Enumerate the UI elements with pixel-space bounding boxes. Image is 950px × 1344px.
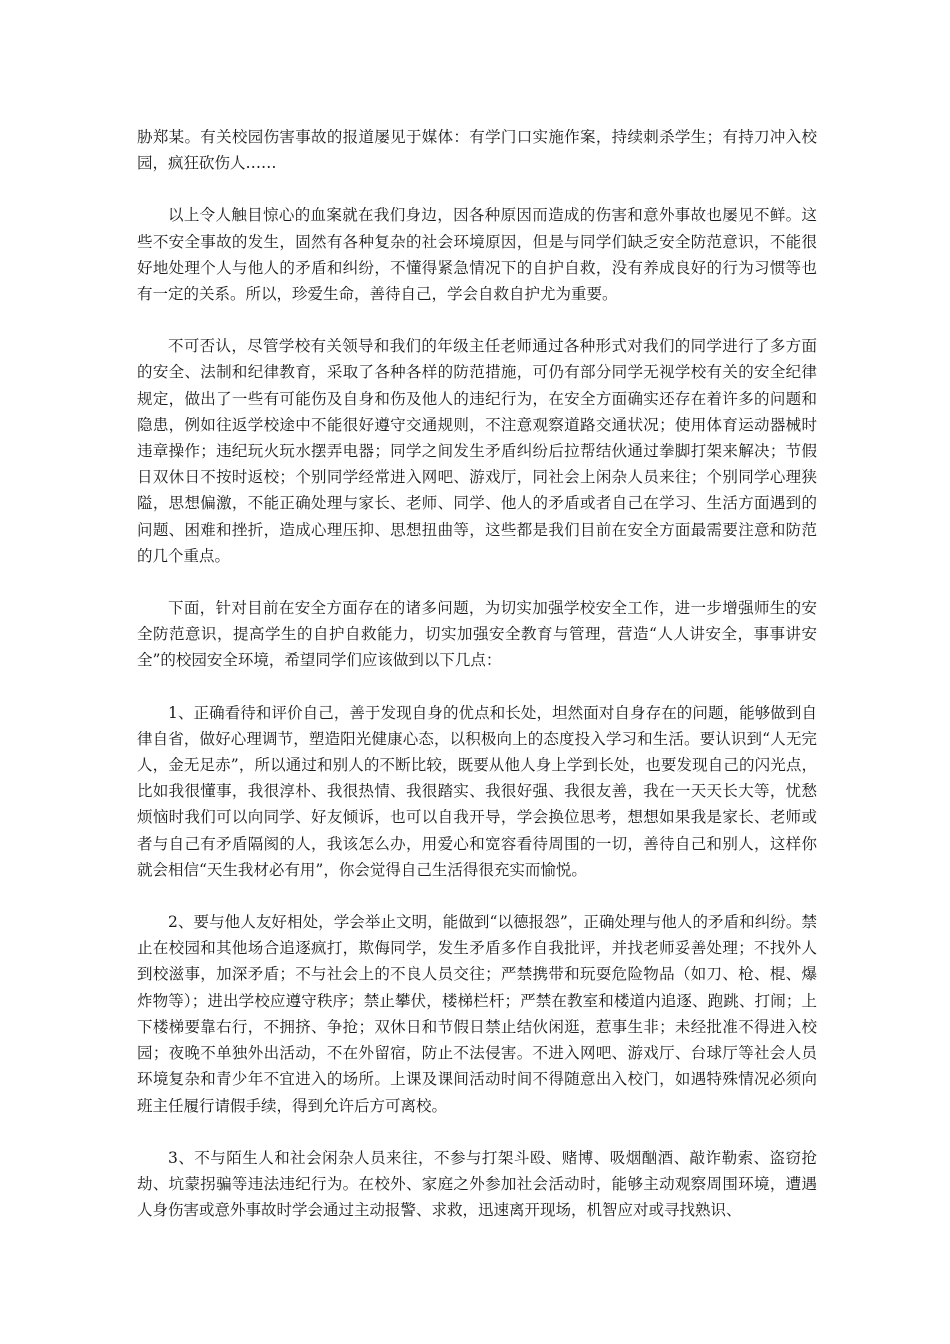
paragraph-safety-issues: 不可否认，尽管学校有关领导和我们的年级主任老师通过各种形式对我们的同学进行了多方面的安全、法制和纪律教育，采取了各种各样的防范措施，可仍有部分同学无视学校有关的安全纪律规定，做出了一些有可能伤及自身和伤及他人的违纪行为，在安全方面确实还存在着许多的问题和隐患，例如往返学校途中不能很好遵守交通规则，不注意观察道路交通状况；使用体育运动器械时违章操作；违纪玩火玩水摆弄电器；同学之间发生矛盾纠纷后拉帮结伙通过拳脚打架来解决；节假日双休日不按时返校；个别同学经常进入网吧、游戏厅，同社会上闲杂人员来往；个别同学心理狭隘，思想偏激，不能正确处理与家长、老师、同学、他人的矛盾或者自己在学习、生活方面遇到的问题、困难和挫折，造成心理压抑、思想扭曲等，这些都是我们目前在安全方面最需要注意和防范的几个重点。 [137,337,817,565]
paragraph-incident-analysis: 以上令人触目惊心的血案就在我们身边，因各种原因而造成的伤害和意外事故也屡见不鲜。这些不安全事故的发生，固然有各种复杂的社会环境原因，但是与同学们缺乏安全防范意识，不能很好地处理个人与他人的矛盾和纠纷，不懂得紧急情况下的自护自救，没有养成良好的行为习惯等也有一定的关系。所以，珍爱生命，善待自己，学会自救自护尤为重要。 [137,206,817,304]
document-body [137,124,817,1223]
paragraph-point-2: 2、要与他人友好相处，学会举止文明，能做到“以德报怨”，正确处理与他人的矛盾和纠纷。禁止在校园和其他场合追逐疯打，欺侮同学，发生矛盾多作自我批评，并找老师妥善处理；不找外人到校滋事，加深矛盾；不与社会上的不良人员交往；严禁携带和玩耍危险物品（如刀、枪、棍、爆炸物等）；进出学校应遵守秩序；禁止攀伏，楼梯栏杆；严禁在教室和楼道内追逐、跑跳、打闹；上下楼梯要靠右行，不拥挤、争抢；双休日和节假日禁止结伙闲逛，惹事生非；未经批准不得进入校园；夜晚不单独外出活动，不在外留宿，防止不法侵害。不进入网吧、游戏厅、台球厅等社会人员环境复杂和青少年不宜进入的场所。上课及课间活动时间不得随意出入校门，如遇特殊情况必须向班主任履行请假手续，得到允许后方可离校。 [137,913,817,1115]
paragraph-point-1: 1、正确看待和评价自己，善于发现自身的优点和长处，坦然面对自身存在的问题，能够做到自律自省，做好心理调节，塑造阳光健康心态，以积极向上的态度投入学习和生活。要认识到“人无完人，金无足赤”，所以通过和别人的不断比较，既要从他人身上学到长处，也要发现自己的闪光点，比如我很懂事，我很淳朴、我很热情、我很踏实、我很好强、我很友善，我在一天天长大等，忧愁烦恼时我们可以向同学、好友倾诉，也可以自我开导，学会换位思考，想想如果我是家长、老师或者与自己有矛盾隔阂的人，我该怎么办，用爱心和宽容看待周围的一切，善待自己和别人，这样你就会相信“天生我材必有用”，你会觉得自己生活得很充实而愉悦。 [137,703,817,879]
paragraph-continuation: 胁郑某。有关校园伤害事故的报道屡见于媒体：有学门口实施作案，持续刺杀学生；有持刀冲入校园，疯狂砍伤人…… [137,128,817,173]
paragraph-point-3: 3、不与陌生人和社会闲杂人员来往，不参与打架斗殴、赌博、吸烟酗酒、敲诈勒索、盗窃抢劫、坑蒙拐骗等违法违纪行为。在校外、家庭之外参加社会活动时，能够主动观察周围环境，遭遇人身伤害或意外事故时学会通过主动报警、求救，迅速离开现场，机智应对或寻找熟识、 [137,1148,817,1220]
paragraph-introduction-of-points: 下面，针对目前在安全方面存在的诸多问题，为切实加强学校安全工作，进一步增强师生的安全防范意识，提高学生的自护自救能力，切实加强安全教育与管理，营造“人人讲安全，事事讲安全”的校园安全环境，希望同学们应该做到以下几点： [137,599,817,670]
